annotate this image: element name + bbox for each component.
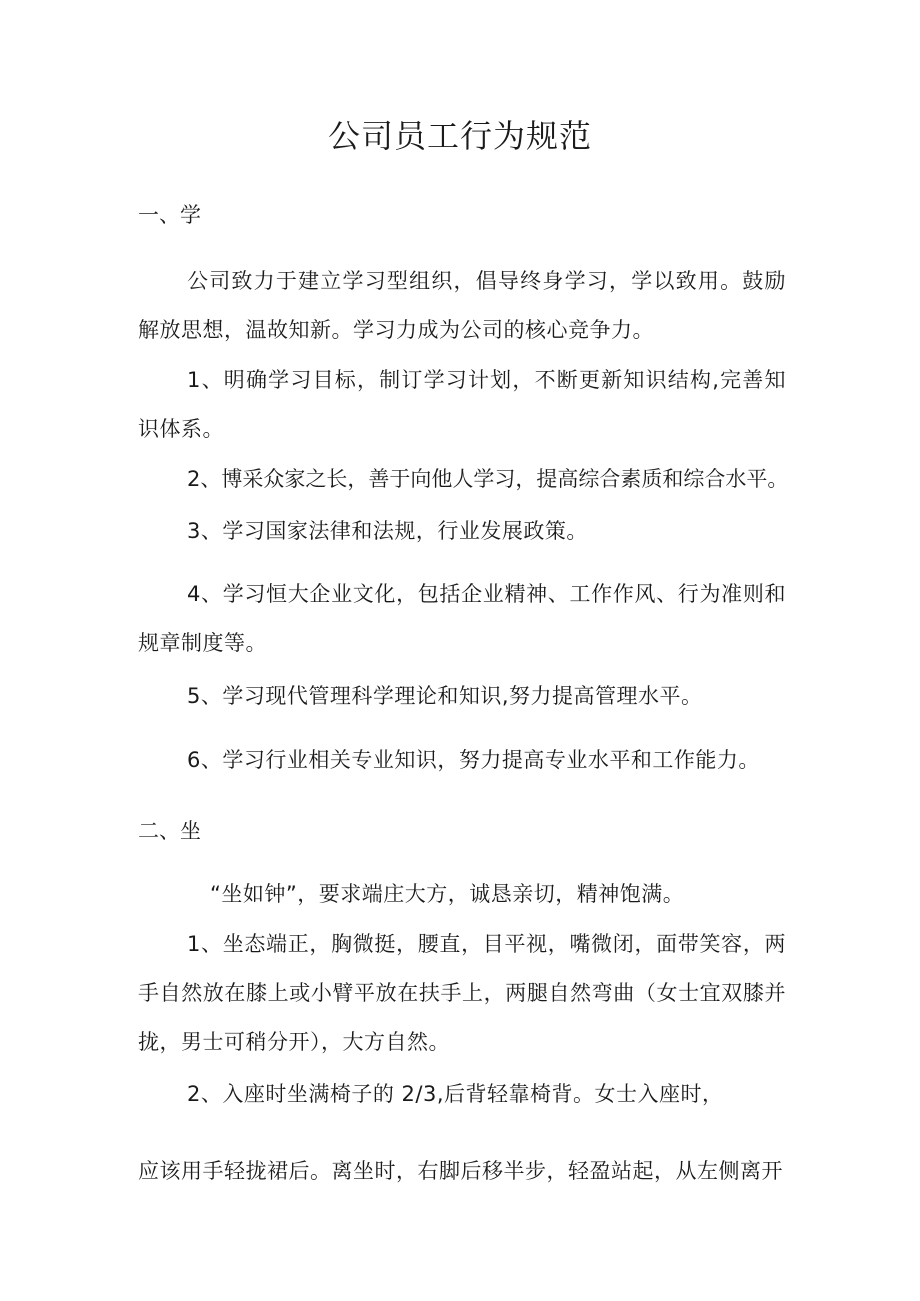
list-item: 2、博采众家之长，善于向他人学习，提高综合素质和综合水平。 [187, 467, 789, 491]
list-item: 1、明确学习目标，制订学习计划，不断更新知识结构,完善知识体系。 [138, 368, 786, 441]
list-item: 1、坐态端正，胸微挺，腰直，目平视，嘴微闭，面带笑容，两手自然放在膝上或小臂平放在扶手上，两腿自然弯曲（女士宜双膝并拢，男士可稍分开），大方自然。 [138, 932, 786, 1054]
section-heading-study: 一、学 [138, 203, 201, 227]
list-item: 2、入座时坐满椅子的 2/3,后背轻靠椅背。女士入座时， [187, 1082, 724, 1106]
section-intro-study: 公司致力于建立学习型组织，倡导终身学习，学以致用。鼓励解放思想，温故知新。学习力成为公司的核心竞争力。 [138, 269, 786, 342]
section-heading-sit: 二、坐 [138, 819, 201, 843]
list-item: 6、学习行业相关专业知识，努力提高专业水平和工作能力。 [187, 748, 760, 772]
continuation-line: 应该用手轻拢裙后。离坐时，右脚后移半步，轻盈站起，从左侧离开 [138, 1159, 783, 1183]
section-intro-sit: “坐如钟”，要求端庄大方，诚恳亲切，精神饱满。 [210, 882, 685, 906]
list-item: 3、学习国家法律和法规，行业发展政策。 [187, 519, 588, 543]
list-item: 4、学习恒大企业文化，包括企业精神、工作作风、行为准则和规章制度等。 [138, 582, 786, 655]
document-title: 公司员工行为规范 [327, 117, 592, 155]
list-item: 5、学习现代管理科学理论和知识,努力提高管理水平。 [187, 684, 703, 708]
